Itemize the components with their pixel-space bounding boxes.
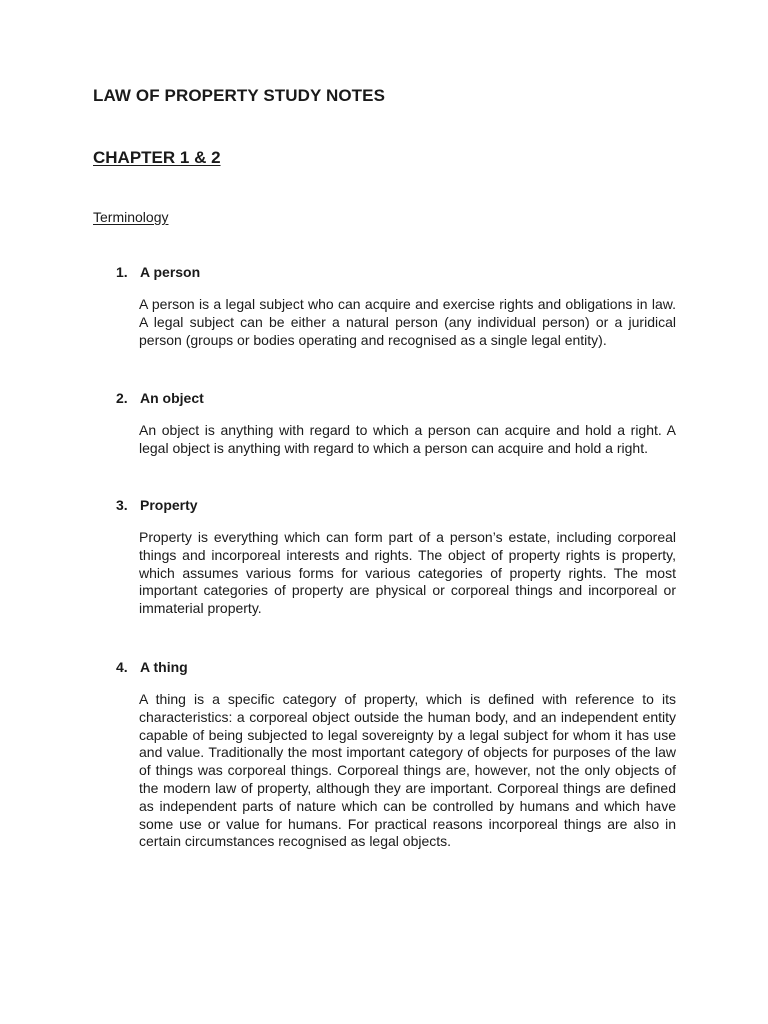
section-heading [116,496,676,514]
section-paragraph: An object is anything with regard to which a person can acquire and hold a right. A legal object is anything with regard to which a person can acquire and hold a right. [139,422,676,456]
section-paragraph: Property is everything which can form part of a person’s estate, including corporeal things and incorporeal interests and rights. The object of property rights is property, which assumes various forms for various categories of property rights. The most important categories of property are physical or corporeal things and incorporeal or immaterial property. [139,529,676,617]
section-number: 1. [116,264,128,280]
section-paragraph: A person is a legal subject who can acquire and exercise rights and obligations in law. A legal subject can be either a natural person (any individual person) or a juridical person (groups or bodies operating and recognised as a single legal entity). [139,296,676,348]
section-heading [116,658,676,676]
section-title: An object [140,390,204,406]
section-property [116,496,676,618]
section-title: A thing [140,659,188,675]
section-paragraph: A thing is a specific category of property, which is defined with reference to its characteristics: a corporeal object outside the human body, and an independent entity capable of being subjected to legal sovereignty by a legal subject for whom it has use and value. Traditionally the most important category of objects for purposes of the law of things was corporeal things. Corporeal things are, however, not the only objects of the modern law of property, although they are important. Corporeal things are defined as independent parts of nature which can be controlled by humans and which have some use or value for humans. For practical reasons incorporeal things are also in certain circumstances recognised as legal objects. [139,691,676,850]
section-number: 3. [116,497,128,513]
chapter-heading: CHAPTER 1 & 2 [93,148,221,167]
section-heading [116,389,676,407]
section-number: 4. [116,659,128,675]
section-number: 2. [116,390,128,406]
section-an-object [116,389,676,458]
section-title: A person [140,264,201,280]
section-a-thing [116,658,676,851]
document-title: LAW OF PROPERTY STUDY NOTES [93,86,386,105]
terminology-subheading: Terminology [93,209,169,225]
section-title: Property [140,497,198,513]
section-heading [116,263,676,281]
section-a-person [116,263,676,349]
